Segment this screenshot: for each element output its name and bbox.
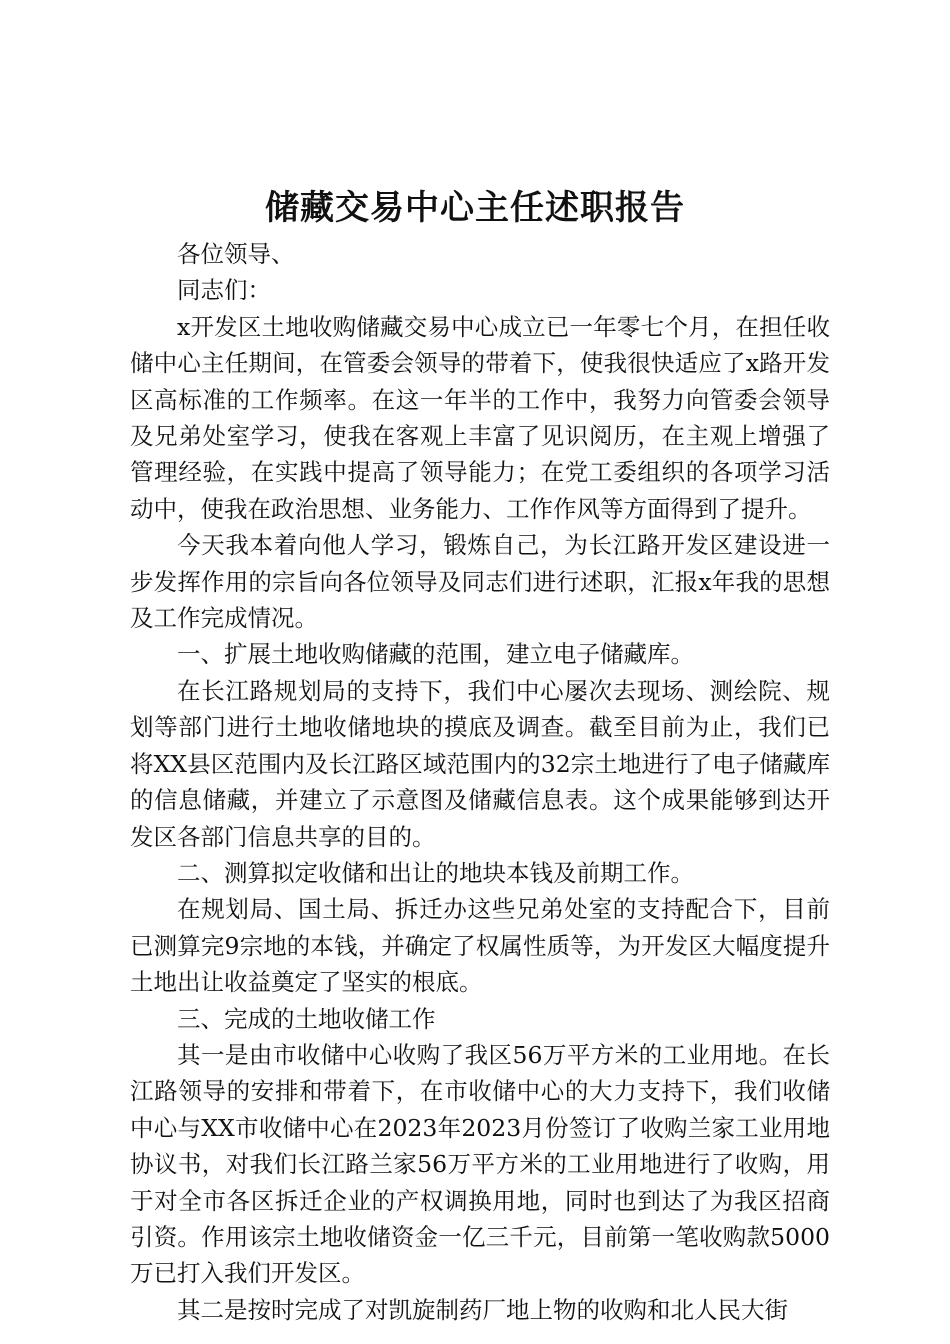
- paragraph: x开发区土地收购储藏交易中心成立已一年零七个月，在担任收储中心主任期间，在管委会领导的带着下，使我很快适应了x路开发区高标准的工作频率。在这一年半的工作中，我努力向管委会领导及兄弟处室学习，使我在客观上丰富了见识阅历，在主观上增强了管理经验，在实践中提高了领导能力；在党工委组织的各项学习活动中，使我在政治思想、业务能力、工作作风等方面得到了提升。: [130, 312, 830, 523]
- paragraph: 其一是由市收储中心收购了我区56万平方米的工业用地。在长江路领导的安排和带着下，在市收储中心的大力支持下，我们收储中心与XX市收储中心在2023年2023月份签订了收购兰家工业用地协议书，对我们长江路兰家56万平方米的工业用地进行了收购，用于对全市各区拆迁企业的产权调换用地，同时也到达了为我区招商引资。作用该宗土地收储资金一亿三千元，目前第一笔收购款5000万已打入我们开发区。: [130, 1040, 830, 1288]
- section-heading-3: 三、完成的土地收储工作: [177, 1004, 436, 1033]
- document-body: [130, 236, 830, 1328]
- salutation-line-1: 各位领导、: [177, 240, 295, 268]
- salutation-line-2: 同志们：: [177, 276, 271, 305]
- document-title: 储藏交易中心主任述职报告: [265, 188, 685, 228]
- paragraph: 今天我本着向他人学习，锻炼自己，为长江路开发区建设进一步发挥作用的宗旨向各位领导及同志们进行述职，汇报x年我的思想及工作完成情况。: [130, 531, 830, 633]
- paragraph: 其二是按时完成了对凯旋制药厂地上物的收购和北人民大街: [177, 1295, 788, 1324]
- paragraph: 在规划局、国土局、拆迁办这些兄弟处室的支持配合下，目前已测算完9宗地的本钱，并确定了权属性质等，为开发区大幅度提升土地出让收益奠定了坚实的根底。: [130, 895, 830, 997]
- section-heading-2: 二、测算拟定收储和出让的地块本钱及前期工作。: [177, 858, 694, 887]
- paragraph: 在长江路规划局的支持下，我们中心屡次去现场、测绘院、规划等部门进行土地收储地块的摸底及调查。截至目前为止，我们已将XX县区范围内及长江路区域范围内的32宗土地进行了电子储藏库的信息储藏，并建立了示意图及储藏信息表。这个成果能够到达开发区各部门信息共享的目的。: [130, 676, 830, 851]
- section-heading-1: 一、扩展土地收购储藏的范围，建立电子储藏库。: [177, 640, 694, 669]
